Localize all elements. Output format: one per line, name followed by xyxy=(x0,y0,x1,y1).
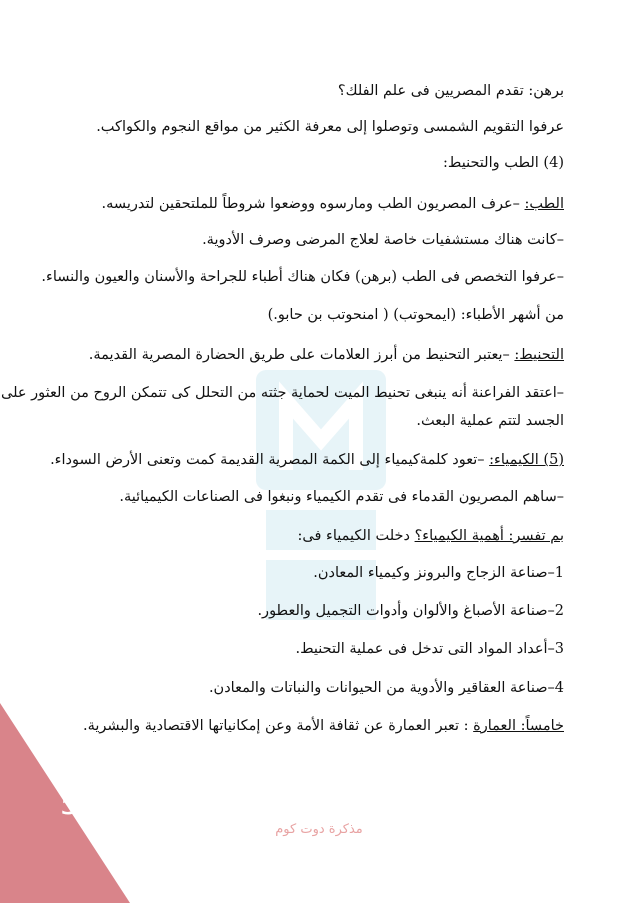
embalming-paragraph xyxy=(40,344,564,366)
explain-text: دخلت الكيمياء فى: xyxy=(297,528,415,544)
list-item: 1–صناعة الزجاج والبرونز وكيمياء المعادن. xyxy=(313,565,564,581)
chemistry-paragraph xyxy=(40,449,564,471)
medicine-paragraph xyxy=(40,193,564,215)
section-heading-chemistry: (5) الكيمياء: xyxy=(489,452,564,468)
list-item: 4–صناعة العقاقير والأدوية من الحيوانات والنباتات والمعادن. xyxy=(208,680,564,696)
medicine-text: –عرف المصريون الطب ومارسوه ووضعوا شروطاً للملتحقين لتدريسه. xyxy=(101,196,525,212)
explain-paragraph xyxy=(40,525,564,547)
astronomy-answer: عرفوا التقويم الشمسى وتوصلوا إلى معرفة الكثير من مواقع النجوم والكواكب. xyxy=(96,119,564,135)
architecture-label: خامساً: العمارة xyxy=(473,718,564,734)
belief-line-2: الجسد لتتم عملية البعث. xyxy=(416,413,564,429)
page-number: 57 xyxy=(60,787,99,822)
embalming-text: –يعتبر التحنيط من أبرز العلامات على طريق الحضارة المصرية القديمة. xyxy=(88,347,515,363)
section-heading-medicine: (4) الطب والتحنيط: xyxy=(443,155,564,171)
list-item: 3–أعداد المواد التى تدخل فى عملية التحنيط. xyxy=(295,641,564,657)
architecture-text: : تعبر العمارة عن ثقافة الأمة وعن إمكانياتها الاقتصادية والبشرية. xyxy=(82,718,474,734)
chemistry-text: –تعود كلمةكيمياء إلى الكمة المصرية القديمة كمت وتعنى الأرض السوداء. xyxy=(50,452,490,468)
belief-line-1: –اعتقد الفراعنة أنه ينبغى تحنيط الميت لحماية جثته من التحلل كى تتمكن الروح من العثور على xyxy=(1,385,564,401)
medicine-label: الطب: xyxy=(524,196,564,212)
famous-doctors-line: من أشهر الأطباء: (ايمحوتب) ( امنحوتب بن حابو.) xyxy=(267,307,564,323)
specialization-line: –عرفوا التخصص فى الطب (برهن) فكان هناك أطباء للجراحة والأسنان والعيون والنساء. xyxy=(41,269,564,285)
explain-label: بم تفسر: أهمية الكيمياء؟ xyxy=(414,528,564,544)
list-item: 2–صناعة الأصباغ والألوان وأدوات التجميل والعطور. xyxy=(257,603,564,619)
footer-brand: مذكرة دوت كوم xyxy=(275,822,363,837)
question-prove-astronomy: برهن: تقدم المصريين فى علم الفلك؟ xyxy=(337,83,564,99)
chemistry-contribution: –ساهم المصريون القدماء فى تقدم الكيمياء ونبغوا فى الصناعات الكيميائية. xyxy=(119,489,564,505)
hospitals-line: –كانت هناك مستشفيات خاصة لعلاج المرضى وصرف الأدوية. xyxy=(202,232,564,248)
embalming-label: التحنيط: xyxy=(514,347,564,363)
